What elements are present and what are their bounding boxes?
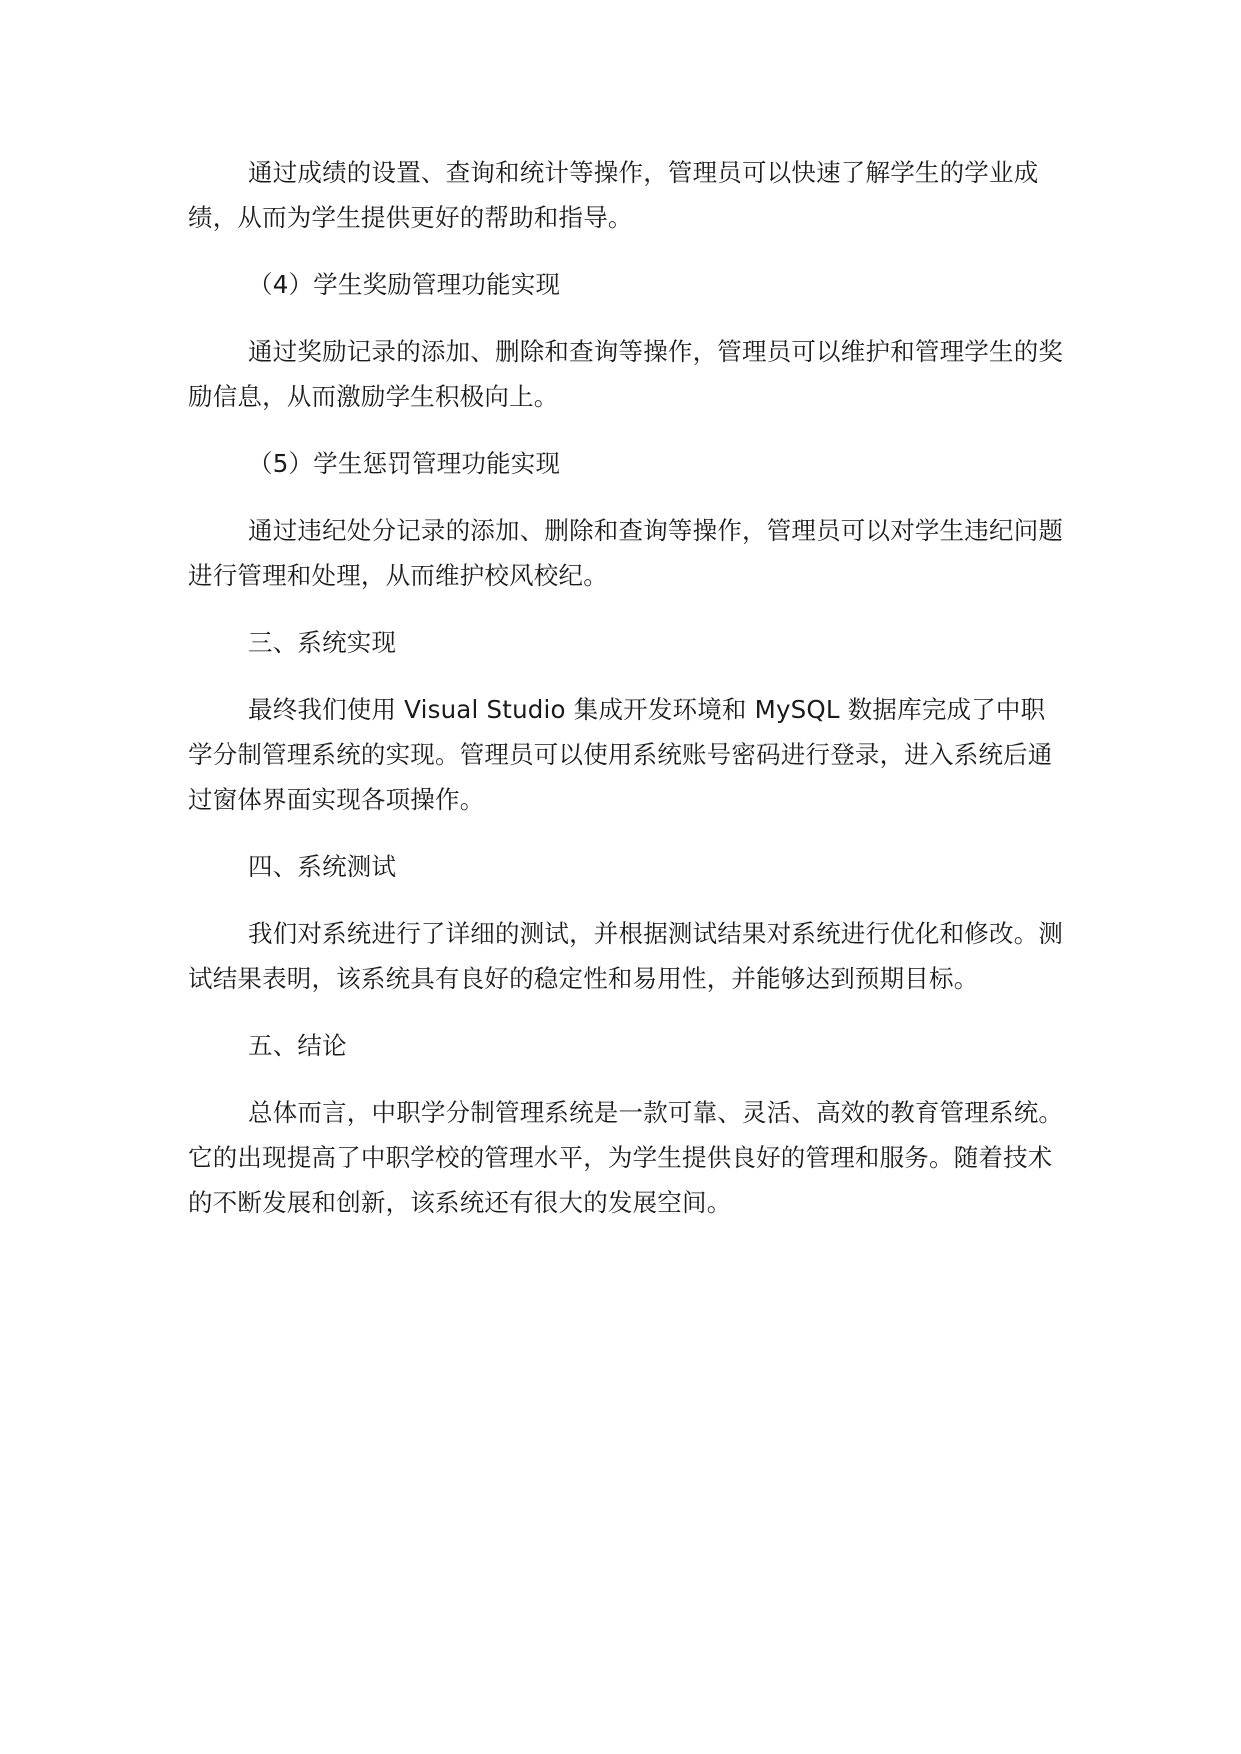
paragraph-system-implementation: 最终我们使用 Visual Studio 集成开发环境和 MySQL 数据库完成了中职学分制管理系统的实现。管理员可以使用系统账号密码进行登录，进入系统后通过窗体界面实现各项操作。: [188, 695, 1053, 814]
paragraph-reward-management: 通过奖励记录的添加、删除和查询等操作，管理员可以维护和管理学生的奖励信息，从而激励学生积极向上。: [188, 337, 1064, 411]
paragraph-grades-summary: 通过成绩的设置、查询和统计等操作，管理员可以快速了解学生的学业成绩，从而为学生提供更好的帮助和指导。: [188, 158, 1039, 232]
heading-punishment-management: （5）学生惩罚管理功能实现: [248, 449, 561, 478]
heading-conclusion: 五、结论: [248, 1031, 347, 1060]
heading-system-implementation: 三、系统实现: [248, 628, 397, 657]
paragraph-punishment-management: 通过违纪处分记录的添加、删除和查询等操作，管理员可以对学生违纪问题进行管理和处理，从而维护校风校纪。: [188, 516, 1064, 590]
paragraph-system-testing: 我们对系统进行了详细的测试，并根据测试结果对系统进行优化和修改。测试结果表明，该系统具有良好的稳定性和易用性，并能够达到预期目标。: [188, 919, 1064, 993]
document-body: [188, 150, 1068, 1247]
heading-system-testing: 四、系统测试: [248, 852, 397, 881]
heading-reward-management: （4）学生奖励管理功能实现: [248, 270, 561, 299]
paragraph-conclusion: 总体而言，中职学分制管理系统是一款可靠、灵活、高效的教育管理系统。它的出现提高了中职学校的管理水平，为学生提供良好的管理和服务。随着技术的不断发展和创新，该系统还有很大的发展空间。: [188, 1098, 1064, 1217]
